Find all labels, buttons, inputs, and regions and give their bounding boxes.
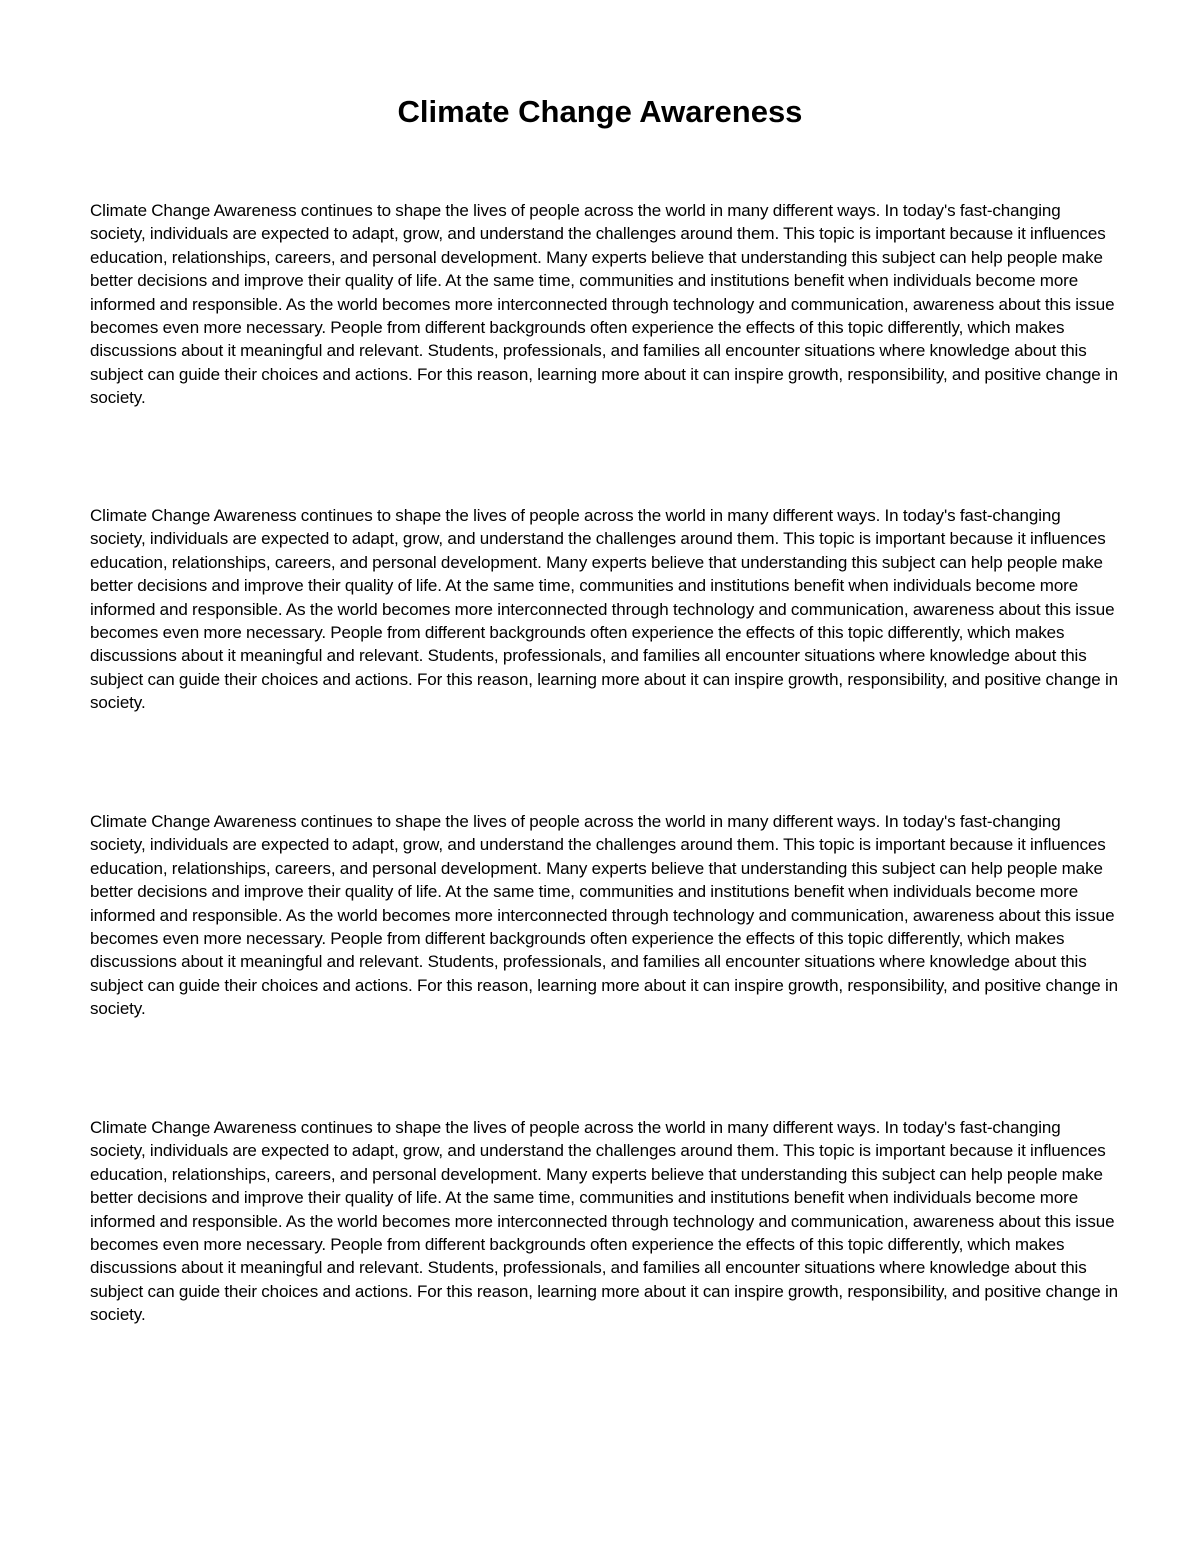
paragraph-1: Climate Change Awareness continues to shape the lives of people across the world in many different ways. In today's fast-changing society, individuals are expected to adapt, grow, and understand the challenges around them. This topic is important because it influences education, relationships, careers, and personal development. Many experts believe that understanding this subject can help people make better decisions and improve their quality of life. At the same time, communities and institutions benefit when individuals become more informed and responsible. As the world becomes more interconnected through technology and communication, awareness about this issue becomes even more necessary. People from different backgrounds often experience the effects of this topic differently, which makes discussions about it meaningful and relevant. Students, professionals, and families all encounter situations where knowledge about this subject can guide their choices and actions. For this reason, learning more about it can inspire growth, responsibility, and positive change in society. bbox=[90, 201, 1119, 408]
paragraph-3: Climate Change Awareness continues to shape the lives of people across the world in many different ways. In today's fast-changing society, individuals are expected to adapt, grow, and understand the challenges around them. This topic is important because it influences education, relationships, careers, and personal development. Many experts believe that understanding this subject can help people make better decisions and improve their quality of life. At the same time, communities and institutions benefit when individuals become more informed and responsible. As the world becomes more interconnected through technology and communication, awareness about this issue becomes even more necessary. People from different backgrounds often experience the effects of this topic differently, which makes discussions about it meaningful and relevant. Students, professionals, and families all encounter situations where knowledge about this subject can guide their choices and actions. For this reason, learning more about it can inspire growth, responsibility, and positive change in society. bbox=[90, 812, 1119, 1019]
paragraph-2: Climate Change Awareness continues to shape the lives of people across the world in many different ways. In today's fast-changing society, individuals are expected to adapt, grow, and understand the challenges around them. This topic is important because it influences education, relationships, careers, and personal development. Many experts believe that understanding this subject can help people make better decisions and improve their quality of life. At the same time, communities and institutions benefit when individuals become more informed and responsible. As the world becomes more interconnected through technology and communication, awareness about this issue becomes even more necessary. People from different backgrounds often experience the effects of this topic differently, which makes discussions about it meaningful and relevant. Students, professionals, and families all encounter situations where knowledge about this subject can guide their choices and actions. For this reason, learning more about it can inspire growth, responsibility, and positive change in society. bbox=[90, 506, 1119, 713]
document-title: Climate Change Awareness bbox=[397, 94, 803, 129]
paragraph-4: Climate Change Awareness continues to shape the lives of people across the world in many different ways. In today's fast-changing society, individuals are expected to adapt, grow, and understand the challenges around them. This topic is important because it influences education, relationships, careers, and personal development. Many experts believe that understanding this subject can help people make better decisions and improve their quality of life. At the same time, communities and institutions benefit when individuals become more informed and responsible. As the world becomes more interconnected through technology and communication, awareness about this issue becomes even more necessary. People from different backgrounds often experience the effects of this topic differently, which makes discussions about it meaningful and relevant. Students, professionals, and families all encounter situations where knowledge about this subject can guide their choices and actions. For this reason, learning more about it can inspire growth, responsibility, and positive change in society. bbox=[90, 1118, 1119, 1325]
